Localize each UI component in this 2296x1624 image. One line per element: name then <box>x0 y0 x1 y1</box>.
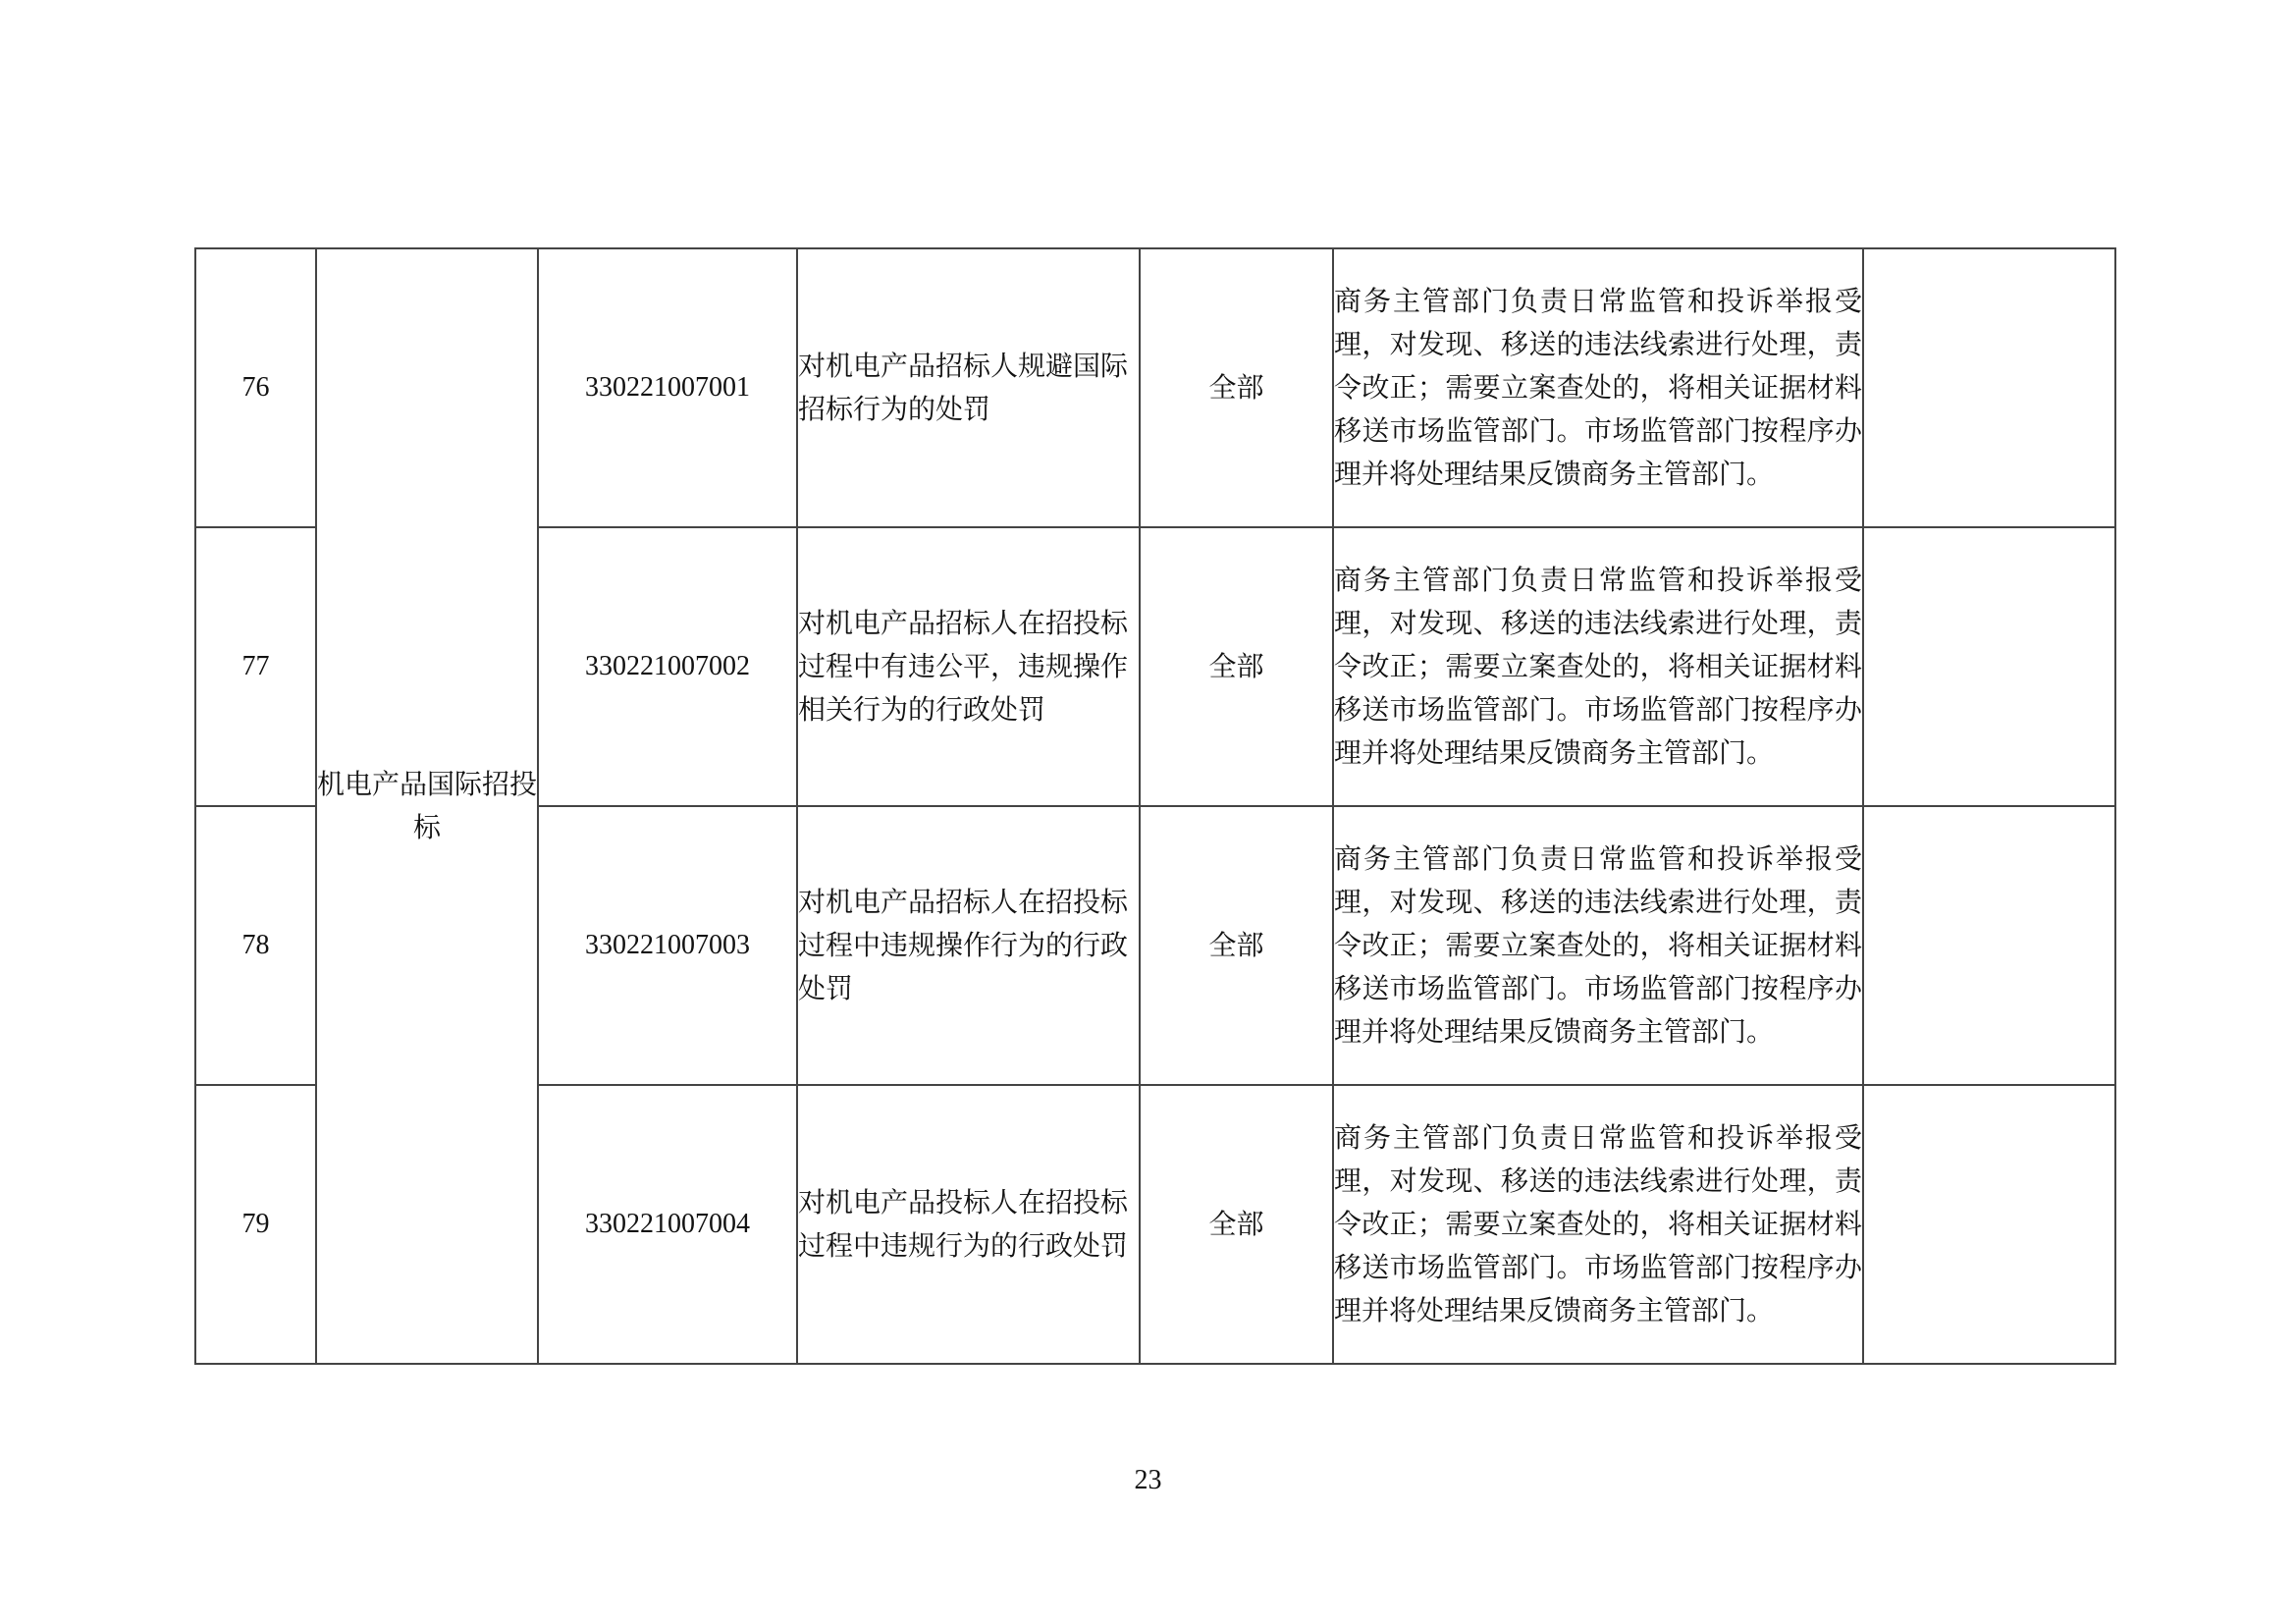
table-row <box>195 248 2115 527</box>
item-scope: 全部 <box>1140 248 1333 527</box>
item-description: 商务主管部门负责日常监管和投诉举报受理，对发现、移送的违法线索进行处理，责令改正；需要立案查处的，将相关证据材料移送市场监管部门。市场监管部门按程序办理并将处理结果反馈商务主管部门。 <box>1333 248 1863 527</box>
item-remark <box>1863 527 2115 806</box>
item-remark <box>1863 248 2115 527</box>
item-code: 330221007004 <box>538 1085 797 1364</box>
item-description: 商务主管部门负责日常监管和投诉举报受理，对发现、移送的违法线索进行处理，责令改正；需要立案查处的，将相关证据材料移送市场监管部门。市场监管部门按程序办理并将处理结果反馈商务主管部门。 <box>1333 527 1863 806</box>
item-remark <box>1863 806 2115 1085</box>
item-remark <box>1863 1085 2115 1364</box>
item-code: 330221007002 <box>538 527 797 806</box>
item-description: 商务主管部门负责日常监管和投诉举报受理，对发现、移送的违法线索进行处理，责令改正；需要立案查处的，将相关证据材料移送市场监管部门。市场监管部门按程序办理并将处理结果反馈商务主管部门。 <box>1333 1085 1863 1364</box>
row-index: 78 <box>195 806 316 1085</box>
item-name: 对机电产品招标人规避国际招标行为的处罚 <box>797 248 1140 527</box>
item-name: 对机电产品招标人在招投标过程中有违公平，违规操作相关行为的行政处罚 <box>797 527 1140 806</box>
row-index: 79 <box>195 1085 316 1364</box>
page-number: 23 <box>1134 1465 1162 1495</box>
category-cell: 机电产品国际招投标 <box>316 248 538 1364</box>
item-scope: 全部 <box>1140 806 1333 1085</box>
item-code: 330221007003 <box>538 806 797 1085</box>
items-table <box>194 247 2116 1365</box>
item-name: 对机电产品招标人在招投标过程中违规操作行为的行政处罚 <box>797 806 1140 1085</box>
item-name: 对机电产品投标人在招投标过程中违规行为的行政处罚 <box>797 1085 1140 1364</box>
item-description: 商务主管部门负责日常监管和投诉举报受理，对发现、移送的违法线索进行处理，责令改正；需要立案查处的，将相关证据材料移送市场监管部门。市场监管部门按程序办理并将处理结果反馈商务主管部门。 <box>1333 806 1863 1085</box>
item-scope: 全部 <box>1140 527 1333 806</box>
row-index: 76 <box>195 248 316 527</box>
item-scope: 全部 <box>1140 1085 1333 1364</box>
row-index: 77 <box>195 527 316 806</box>
item-code: 330221007001 <box>538 248 797 527</box>
